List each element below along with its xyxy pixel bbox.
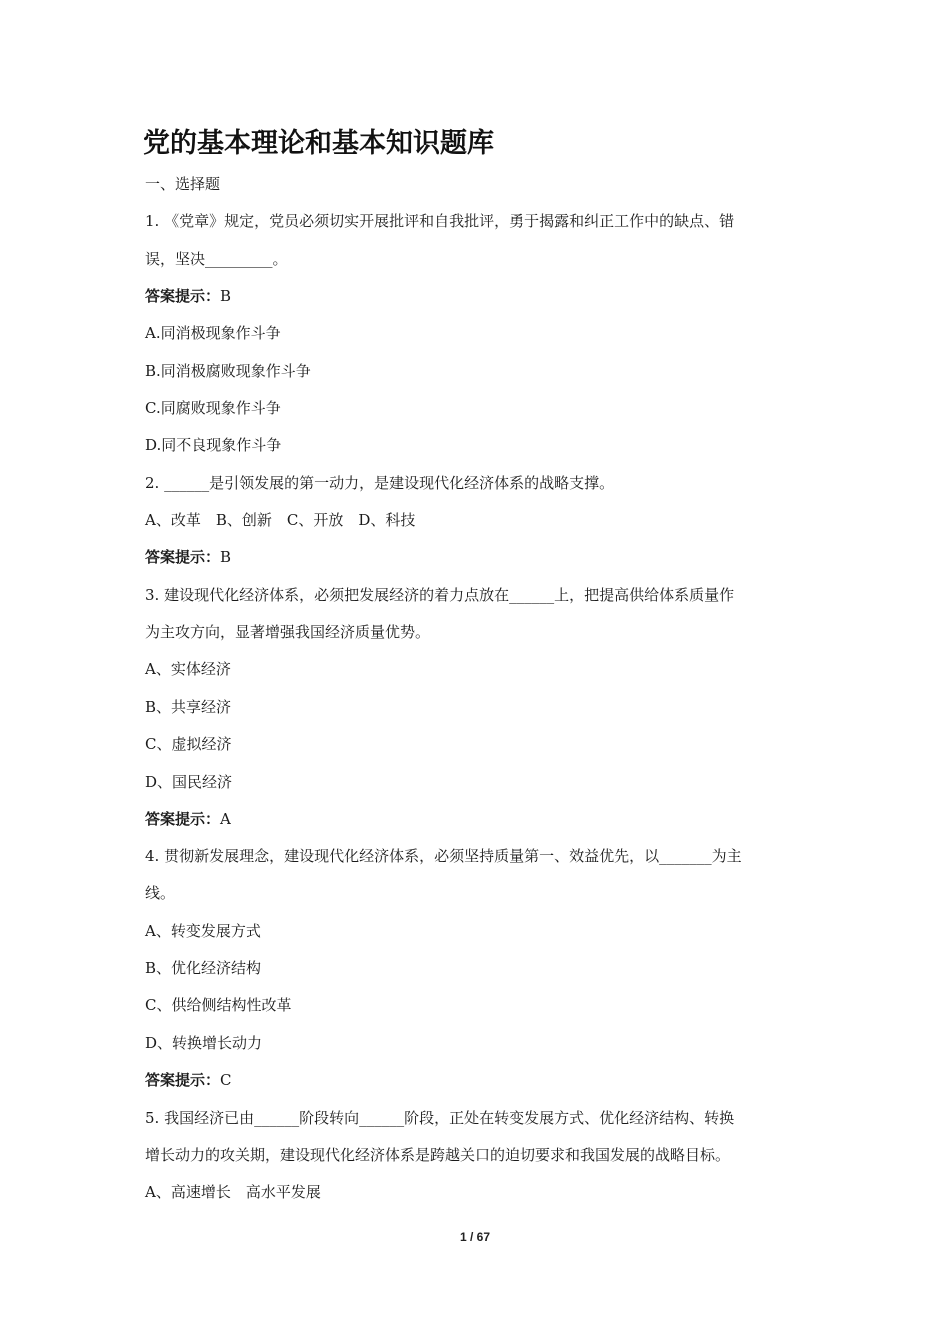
answer-value: C xyxy=(220,1071,232,1089)
question-1-stem-cont: 误，坚决_________。 xyxy=(145,250,288,268)
answer-value: B xyxy=(220,548,232,566)
question-5-stem-cont: 增长动力的攻关期，建设现代化经济体系是跨越关口的迫切要求和我国发展的战略目标。 xyxy=(145,1146,731,1164)
section-heading: 一、选择题 xyxy=(145,175,221,193)
answer-value: B xyxy=(220,287,232,305)
question-4-stem-cont: 线。 xyxy=(145,884,176,902)
question-4-option-d: D、转换增长动力 xyxy=(145,1034,263,1052)
answer-value: A xyxy=(220,810,231,828)
question-3-stem: 3. 建设现代化经济体系，必须把发展经济的着力点放在______上，把提高供给体系质量作 xyxy=(145,586,735,604)
document-title: 党的基本理论和基本知识题库 xyxy=(143,128,494,159)
page-number: 1 / 67 xyxy=(459,1230,491,1244)
question-5-option-a: A、高速增长 高水平发展 xyxy=(145,1183,321,1201)
question-3-answer xyxy=(145,809,231,829)
question-5-stem: 5. 我国经济已由______阶段转向______阶段，正处在转变发展方式、优化经济结构、转换 xyxy=(145,1109,735,1127)
question-4-answer xyxy=(145,1070,232,1090)
question-2-answer xyxy=(145,547,231,567)
question-3-option-c: C、虚拟经济 xyxy=(145,735,232,753)
question-1-option-b: B.同消极腐败现象作斗争 xyxy=(145,362,311,380)
answer-label: 答案提示： xyxy=(145,548,221,566)
question-3-option-a: A、实体经济 xyxy=(145,660,231,678)
question-3-stem-cont: 为主攻方向，显著增强我国经济质量优势。 xyxy=(145,623,431,641)
question-4-option-a: A、转变发展方式 xyxy=(145,922,261,940)
question-4-stem: 4. 贯彻新发展理念，建设现代化经济体系，必须坚持质量第一、效益优先，以_______为主 xyxy=(145,847,742,865)
answer-label: 答案提示： xyxy=(145,810,221,828)
question-4-option-b: B、优化经济结构 xyxy=(145,959,262,977)
question-3-option-b: B、共享经济 xyxy=(145,698,232,716)
question-1-answer xyxy=(145,286,231,306)
question-1-option-c: C.同腐败现象作斗争 xyxy=(145,399,281,417)
question-1-option-a: A.同消极现象作斗争 xyxy=(145,324,281,342)
question-2-stem: 2. ______是引领发展的第一动力，是建设现代化经济体系的战略支撑。 xyxy=(145,474,615,492)
question-4-option-c: C、供给侧结构性改革 xyxy=(145,996,292,1014)
question-3-option-d: D、国民经济 xyxy=(145,773,233,791)
question-1-option-d: D.同不良现象作斗争 xyxy=(145,436,282,454)
question-1-stem: 1. 《党章》规定，党员必须切实开展批评和自我批评，勇于揭露和纠正工作中的缺点、错 xyxy=(145,212,735,230)
question-2-options: A、改革 B、创新 C、开放 D、科技 xyxy=(145,511,416,529)
answer-label: 答案提示： xyxy=(145,1071,221,1089)
answer-label: 答案提示： xyxy=(145,287,221,305)
